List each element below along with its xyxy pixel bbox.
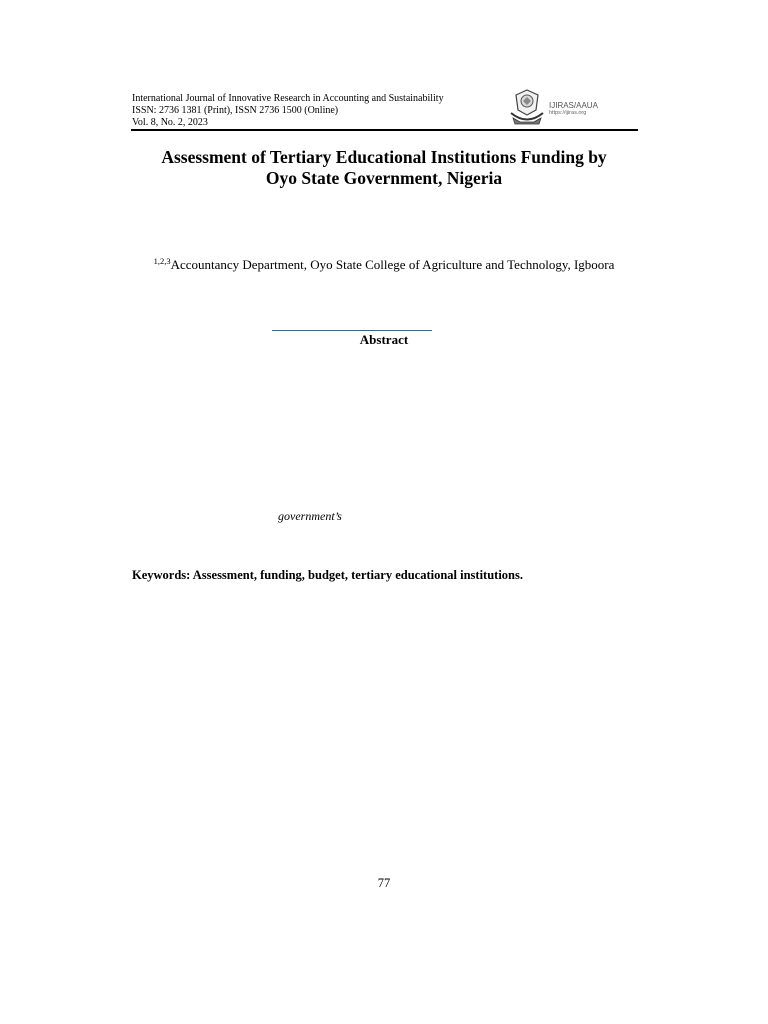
journal-name: International Journal of Innovative Research in Accounting and Sustainability: [132, 93, 444, 104]
page-number: 77: [377, 876, 391, 890]
logo-text: [549, 102, 598, 117]
journal-issn: ISSN: 2736 1381 (Print), ISSN 2736 1500 (Online): [132, 105, 339, 116]
affiliation-text: Accountancy Department, Oyo State College of Agriculture and Technology, Igboora: [170, 257, 615, 272]
journal-header: [132, 93, 462, 129]
title-line-1: Assessment of Tertiary Educational Institutions Funding by: [161, 147, 607, 167]
journal-crest-icon: [508, 88, 546, 128]
logo-name: IJIRAS/AAUA: [549, 101, 598, 110]
header-divider: [131, 129, 638, 131]
title-line-2: Oyo State Government, Nigeria: [265, 168, 503, 188]
email-link-underline[interactable]: [272, 330, 432, 331]
affiliation-marks: 1,2,3: [153, 256, 171, 266]
keywords-line: Keywords: Assessment, funding, budget, tertiary educational institutions.: [132, 568, 523, 582]
journal-logo: [508, 88, 603, 128]
journal-volume: Vol. 8, No. 2, 2023: [132, 117, 208, 128]
abstract-fragment: government’s: [278, 509, 342, 523]
article-title: [120, 147, 648, 189]
abstract-heading: Abstract: [359, 332, 409, 347]
logo-url: https://ijiras.org: [549, 110, 587, 116]
author-affiliation: [120, 257, 648, 273]
